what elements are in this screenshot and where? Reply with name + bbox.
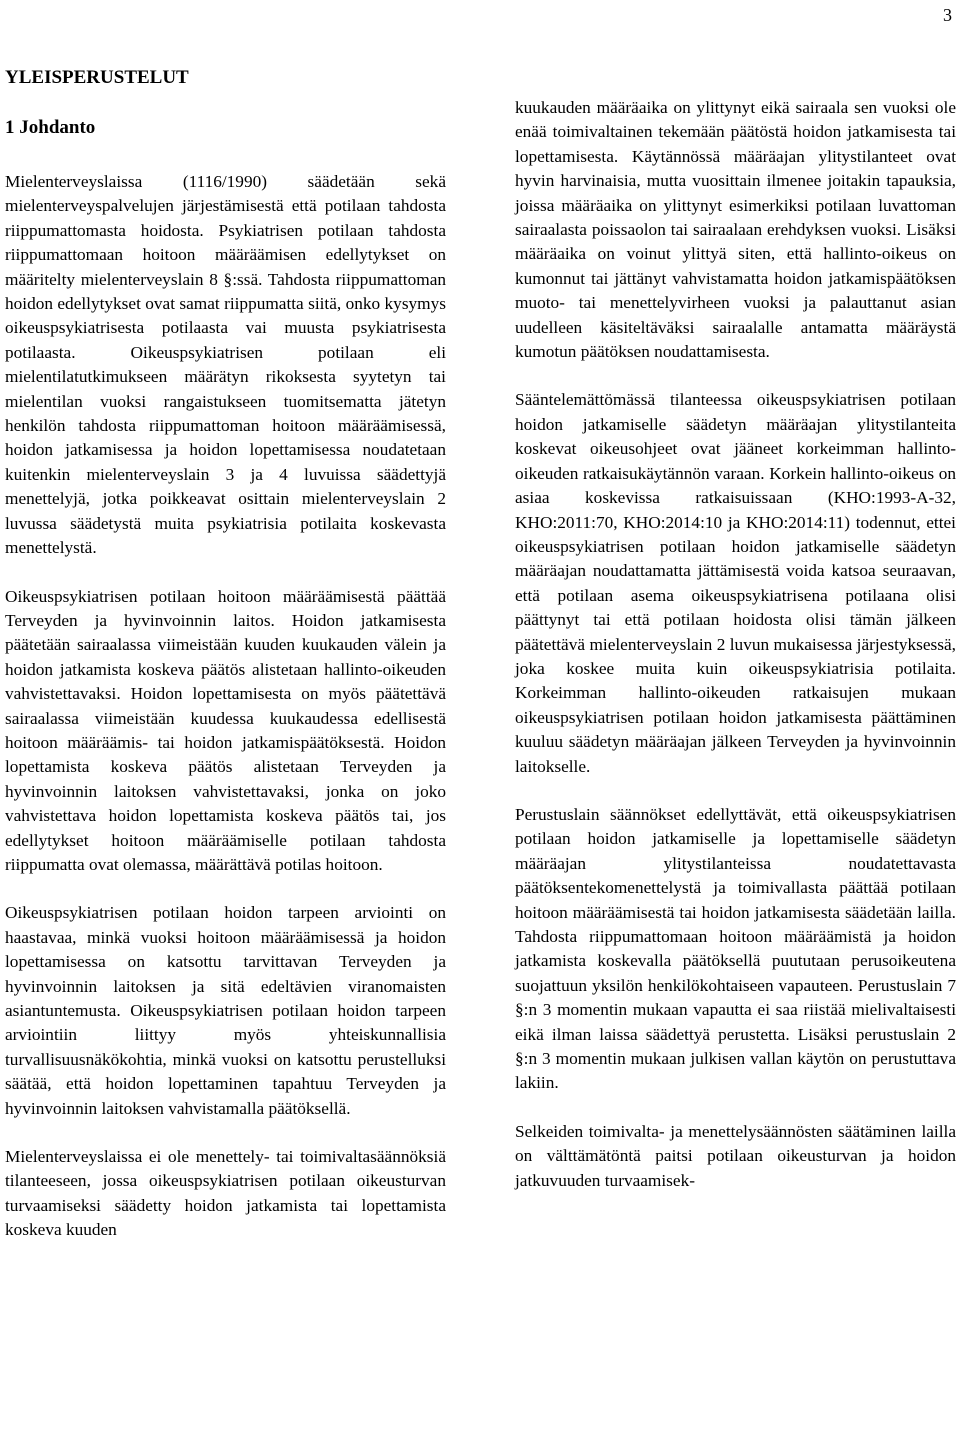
- page-number: 3: [943, 5, 952, 25]
- main-heading: YLEISPERUSTELUT: [5, 67, 189, 88]
- paragraph-clear-provisions: Selkeiden toimivalta- ja menettelysäännösten säätäminen lailla on välttämätöntä paitsi potilaan oikeusturvan ja hoidon jatkuvuuden turvaamisek-: [515, 1121, 956, 1190]
- paragraph-decision-authority: Oikeuspsykiatrisen potilaan hoitoon määräämisestä päättää Terveyden ja hyvinvoinnin laitos. Hoidon jatkamisesta päätetään sairaalassa viimeistään kuuden kuukauden välein ja hoidon jatkamista koskeva päätös alistetaan hallinto-oikeuden vahvistettavaksi. Hoidon lopettamisesta on myös päätettävä sairaalassa viimeistään kuudessa kuukaudessa edellisestä hoitoon määräämis- tai hoidon jatkamispäätöksestä. Hoidon lopettamista koskeva päätös alistetaan Terveyden ja hyvinvoinnin laitoksen vahvistettavaksi, jonka on joko vahvistettava hoidon lopettamista koskeva päätös tai, jos edellytykset hoitoon määräämiselle potilaan tahdosta riippumatta ovat olemassa, määrättävä potilas hoitoon.: [5, 586, 446, 874]
- paragraph-constitution: Perustuslain säännökset edellyttävät, että oikeuspsykiatrisen potilaan hoidon jatkamiselle ja lopettamiselle säädetyn määräajan ylitystilanteissa noudatettavasta päätöksentekomenettelystä ja toimivallasta päättää potilaan hoitoon määräämisestä tai hoidon jatkamisesta säädetään lailla. Tahdosta riippumattomaan hoitoon määräämistä ja hoidon jatkamista koskevalla päätöksellä puututaan perusoikeutena suojattuun yksilön henkilökohtaiseen vapauteen. Perustuslain 7 §:n 3 momentin mukaan vapautta ei saa riistää mielivaltaisesti eikä ilman laissa säädettyä perustetta. Lisäksi perustuslain 2 §:n 3 momentin mukaan julkisen vallan käytön on perustuttava lakiin.: [515, 804, 956, 1093]
- paragraph-assessment: Oikeuspsykiatrisen potilaan hoidon tarpeen arviointi on haastavaa, minkä vuoksi hoitoon määräämisessä ja hoidon lopettamisessa on katsottu tarvittavan Terveyden ja hyvinvoinnin laitoksen ja sitä edeltävien viranomaisten asiantuntemusta. Oikeuspsykiatrisen potilaan hoidon tarpeen arviointiin liittyy myös yhteiskunnallisia turvallisuusnäkökohtia, minkä vuoksi on katsottu perustelluksi säätää, että hoidon lopettaminen tapahtuu Terveyden ja hyvinvoinnin laitoksen vahvistamalla päätöksellä.: [5, 903, 446, 1118]
- section-heading: 1 Johdanto: [5, 117, 96, 138]
- paragraph-no-provisions: Mielenterveyslaissa ei ole menettely- tai toimivaltasäännöksiä tilanteeseen, jossa oikeuspsykiatrisen potilaan oikeusturvan turvaamiseksi säädetty hoidon jatkamista tai lopettamista koskeva kuuden: [5, 1147, 446, 1240]
- paragraph-case-law: Sääntelemättömässä tilanteessa oikeuspsykiatrisen potilaan hoidon jatkamiselle säädetyn määräajan ylitystilanteita koskevat oikeusohjeet ovat jääneet korkeimman hallinto-oikeuden ratkaisukäytännön varaan. Korkein hallinto-oikeus on asiaa koskevissa ratkaisuissaan (KHO:1993-A-32, KHO:2011:70, KHO:2014:10 ja KHO:2014:11) todennut, ettei oikeuspsykiatrisen potilaan hoidon jatkamiselle säädetyn määräajan noudattamatta jättämisestä voida katsoa seuraavan, että potilaan asema oikeuspsykiatrisena potilaana olisi päättynyt tai että potilaan hoidosta olisi tämän jälkeen päätettävä mielenterveyslain 2 luvun mukaisessa järjestyksessä, joka koskee muita kuin oikeuspsykiatrisia potilaita. Korkeimman hallinto-oikeuden ratkaisujen mukaan oikeuspsykiatrisen potilaan hoidon jatkamisesta päättäminen kuuluu säädetyn määräajan jälkeen Terveyden ja hyvinvoinnin laitokselle.: [515, 390, 956, 776]
- right-column: [515, 96, 956, 1193]
- paragraph-deadline-exceeded: kuukauden määräaika on ylittynyt eikä sairaala sen vuoksi ole enää toimivaltainen tekemään päätöstä hoidon jatkamisesta tai lopettamisesta. Käytännössä määräajan ylitystilanteet ovat hyvin harvinaisia, mutta vuosittain ilmenee joitakin tapauksia, joissa määräaika on ylittynyt esimerkiksi potilaan luvattoman sairaalasta poissaolon tai sairaalaan erehdyksen vuoksi. Lisäksi määräaika on voinut ylittyä siten, että hallinto-oikeus on kumonnut tai jättänyt vahvistamatta hoidon jatkamispäätöksen muoto- tai menettelyvirheen vuoksi ja palauttanut asian uudelleen käsiteltäväksi sairaalalle antamatta määräystä kumotun päätöksen noudattamisesta.: [515, 98, 956, 362]
- paragraph-intro: Mielenterveyslaissa (1116/1990) säädetään sekä mielenterveyspalvelujen järjestämisestä että potilaan tahdosta riippumattomasta hoidosta. Psykiatrisen potilaan tahdosta riippumattomaan hoitoon määräämisen edellytykset on määritelty mielenterveyslain 8 §:ssä. Tahdosta riippumattoman hoidon edellytykset ovat samat riippumatta siitä, onko kysymys oikeuspsykiatrisesta potilaasta vai muusta psykiatrisesta potilaasta. Oikeuspsykiatrisen potilaan eli mielentilatutkimukseen määrätyn rikoksesta syytetyn tai mielentilan vuoksi rangaistukseen tuomitsematta jätetyn henkilön tahdosta riippumattoman hoitoon määräämisessä, hoidon jatkamisessa ja hoidon lopettamisessa noudatetaan kuitenkin mielenterveyslain 3 ja 4 luvuissa säädettyjä menettelyjä, jotka poikkeavat osittain mielenterveyslain 2 luvussa säädetystä muita psykiatrisia potilaita koskevasta menettelystä.: [5, 172, 446, 558]
- left-column: [5, 66, 446, 1243]
